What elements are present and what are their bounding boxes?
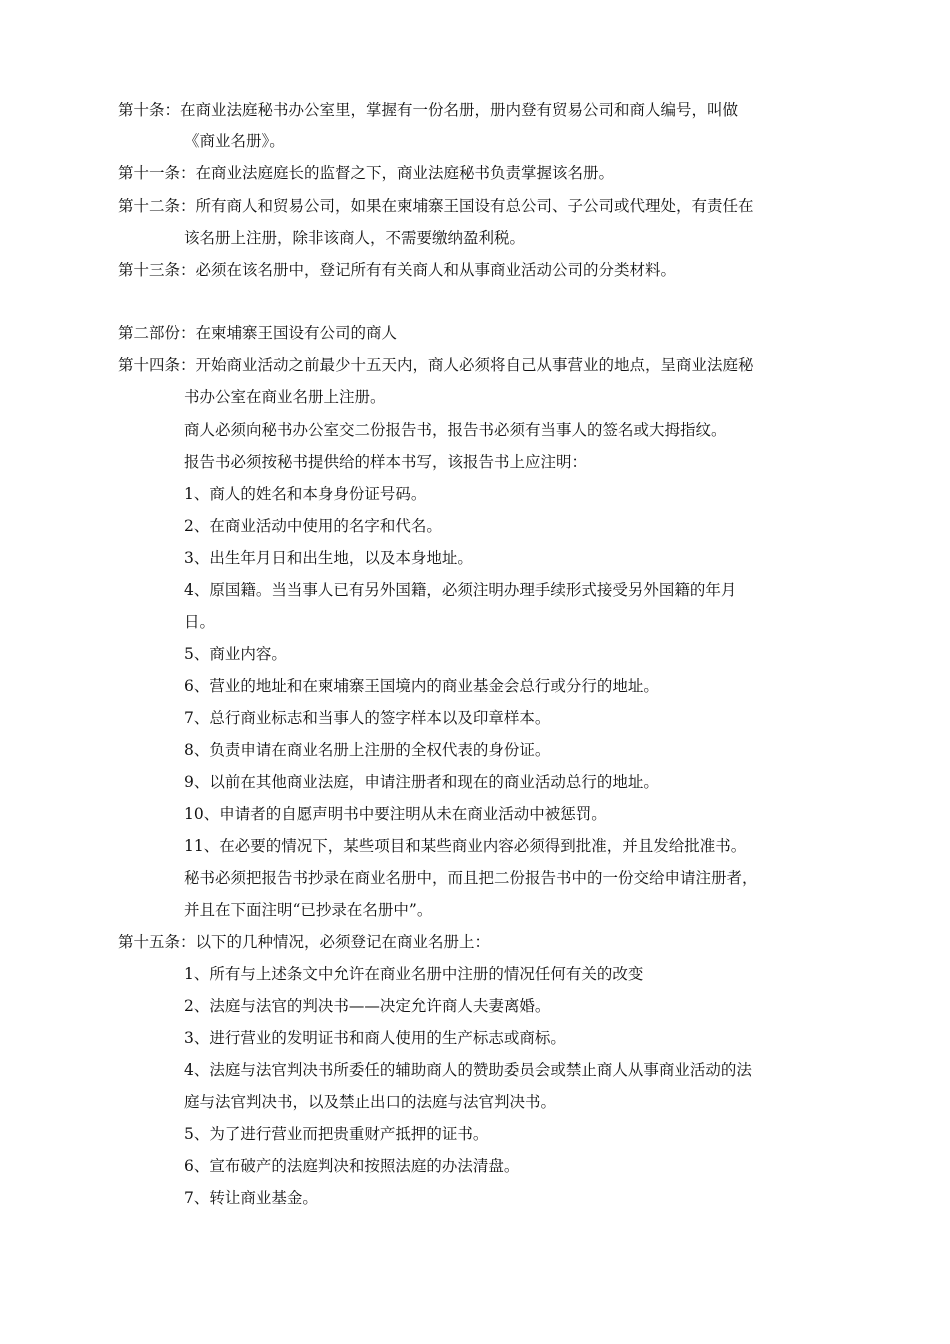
article-10-line-1: 第十条：在商业法庭秘书办公室里，掌握有一份名册，册内登有贸易公司和商人编号，叫做 <box>118 101 739 119</box>
list-item: 2、在商业活动中使用的名字和代名。 <box>184 517 442 535</box>
article-14-line-2: 书办公室在商业名册上注册。 <box>184 388 386 406</box>
list-item: 7、转让商业基金。 <box>184 1189 318 1207</box>
list-item: 3、进行营业的发明证书和商人使用的生产标志或商标。 <box>184 1029 566 1047</box>
list-item: 1、所有与上述条文中允许在商业名册中注册的情况任何有关的改变 <box>184 965 644 983</box>
article-14-paragraph-3: 报告书必须按秘书提供给的样本书写，该报告书上应注明： <box>184 453 588 471</box>
list-item: 4、原国籍。当当事人已有另外国籍，必须注明办理手续形式接受另外国籍的年月 <box>184 581 737 599</box>
list-item: 6、宣布破产的法庭判决和按照法庭的办法清盘。 <box>184 1157 520 1175</box>
list-item: 6、营业的地址和在柬埔寨王国境内的商业基金会总行或分行的地址。 <box>184 677 659 695</box>
article-14-paragraph-4-continuation: 并且在下面注明“已抄录在名册中”。 <box>184 901 433 919</box>
list-item: 5、商业内容。 <box>184 645 287 663</box>
list-item: 10、申请者的自愿声明书中要注明从未在商业活动中被惩罚。 <box>184 805 607 823</box>
list-item: 8、负责申请在商业名册上注册的全权代表的身份证。 <box>184 741 551 759</box>
list-item-continuation: 日。 <box>184 613 216 631</box>
article-14-paragraph-2: 商人必须向秘书办公室交二份报告书，报告书必须有当事人的签名或大拇指纹。 <box>184 421 727 439</box>
article-11: 第十一条：在商业法庭庭长的监督之下，商业法庭秘书负责掌握该名册。 <box>118 164 615 182</box>
article-10-line-2: 《商业名册》。 <box>184 132 285 150</box>
article-12-line-1: 第十二条：所有商人和贸易公司，如果在柬埔寨王国设有总公司、子公司或代理处，有责任在 <box>118 197 754 215</box>
part-2-heading: 第二部份：在柬埔寨王国设有公司的商人 <box>118 324 398 342</box>
article-15: 第十五条：以下的几种情况，必须登记在商业名册上： <box>118 933 491 951</box>
list-item: 5、为了进行营业而把贵重财产抵押的证书。 <box>184 1125 489 1143</box>
list-item: 7、总行商业标志和当事人的签字样本以及印章样本。 <box>184 709 551 727</box>
list-item: 9、以前在其他商业法庭，申请注册者和现在的商业活动总行的地址。 <box>184 773 659 791</box>
list-item: 1、商人的姓名和本身身份证号码。 <box>184 485 427 503</box>
list-item: 11、在必要的情况下，某些项目和某些商业内容必须得到批准，并且发给批准书。 <box>184 837 747 855</box>
article-14-paragraph-4: 秘书必须把报告书抄录在商业名册中，而且把二份报告书中的一份交给申请注册者， <box>184 869 758 887</box>
list-item: 3、出生年月日和出生地，以及本身地址。 <box>184 549 473 567</box>
list-item: 2、法庭与法官的判决书——决定允许商人夫妻离婚。 <box>184 997 551 1015</box>
article-13: 第十三条：必须在该名册中，登记所有有关商人和从事商业活动公司的分类材料。 <box>118 261 677 279</box>
article-12-line-2: 该名册上注册，除非该商人，不需要缴纳盈利税。 <box>184 229 526 247</box>
article-14-line-1: 第十四条：开始商业活动之前最少十五天内，商人必须将自己从事营业的地点，呈商业法庭秘 <box>118 356 754 374</box>
list-item: 4、法庭与法官判决书所委任的辅助商人的赞助委员会或禁止商人从事商业活动的法 <box>184 1061 752 1079</box>
list-item-continuation: 庭与法官判决书，以及禁止出口的法庭与法官判决书。 <box>184 1093 557 1111</box>
